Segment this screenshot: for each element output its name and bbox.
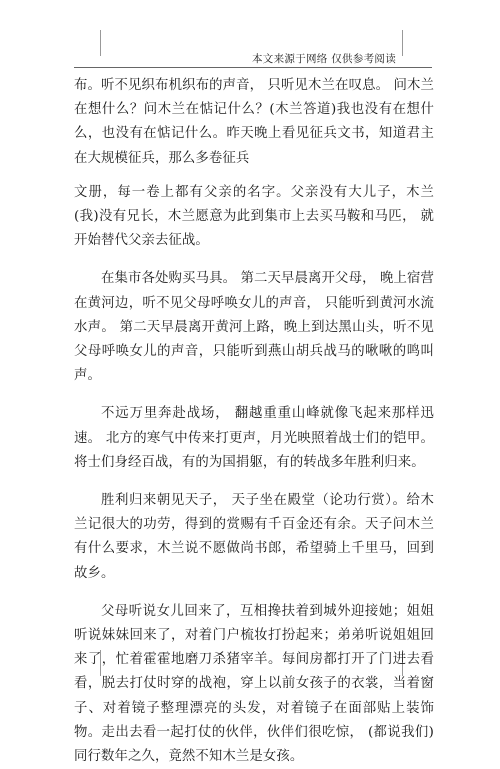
paragraph-2: 文册，每一卷上都有父亲的名字。父亲没有大儿子，木兰(我)没有兄长，木兰愿意为此到集市上去买马鞍和马匹， 就开始替代父亲去征战。 [74, 184, 434, 249]
paragraph-3: 在集市各处购买马具。 第二天早晨离开父母， 晚上宿营在黄河边，听不见父母呼唤女儿的声音， 只能听到黄河水流水声。 第二天早晨离开黄河上路，晚上到达黑山头，听不见父母呼唤女儿的声音，只能听到燕山胡兵战马的啾啾的鸣叫声。 [74, 271, 434, 384]
document-body [74, 74, 434, 769]
paragraph-6: 父母听说女儿回来了，互相搀扶着到城外迎接她；姐姐听说妹妹回来了，对着门户梳妆打扮起来；弟弟听说姐姐回来了，忙着霍霍地磨刀杀猪宰羊。每间房都打开了门进去看看，脱去打仗时穿的战袍，穿上以前女孩子的衣裳，当着窗子、对着镜子整理漂亮的头发，对着镜子在面部贴上装饰物。走出去看一起打仗的伙伴，伙伴们很吃惊， (都说我们)同行数年之久，竟然不知木兰是女孩。 [74, 603, 434, 765]
crop-mark [402, 30, 403, 56]
crop-mark [100, 30, 101, 56]
paragraph-5: 胜利归来朝见天子， 天子坐在殿堂（论功行赏）。给木兰记很大的功劳，得到的赏赐有千百金还有余。天子问木兰有什么要求，木兰说不愿做尚书郎，希望骑上千里马，回到故乡。 [74, 493, 434, 581]
header-note: 本文来源于网络 仅供参考阅读 [252, 53, 397, 65]
paragraph-4: 不远万里奔赴战场， 翻越重重山峰就像飞起来那样迅速。 北方的寒气中传来打更声，月光映照着战士们的铠甲。将士们身经百战，有的为国捐躯，有的转战多年胜利归来。 [74, 406, 434, 470]
paragraph-1: 布。听不见织布机织布的声音， 只听见木兰在叹息。 问木兰在想什么？问木兰在惦记什么？(木兰答道)我也没有在想什么，也没有在惦记什么。昨天晚上看见征兵文书，知道君主在大规模征兵，那么多卷征兵 [74, 78, 434, 166]
header-rule [74, 67, 432, 68]
